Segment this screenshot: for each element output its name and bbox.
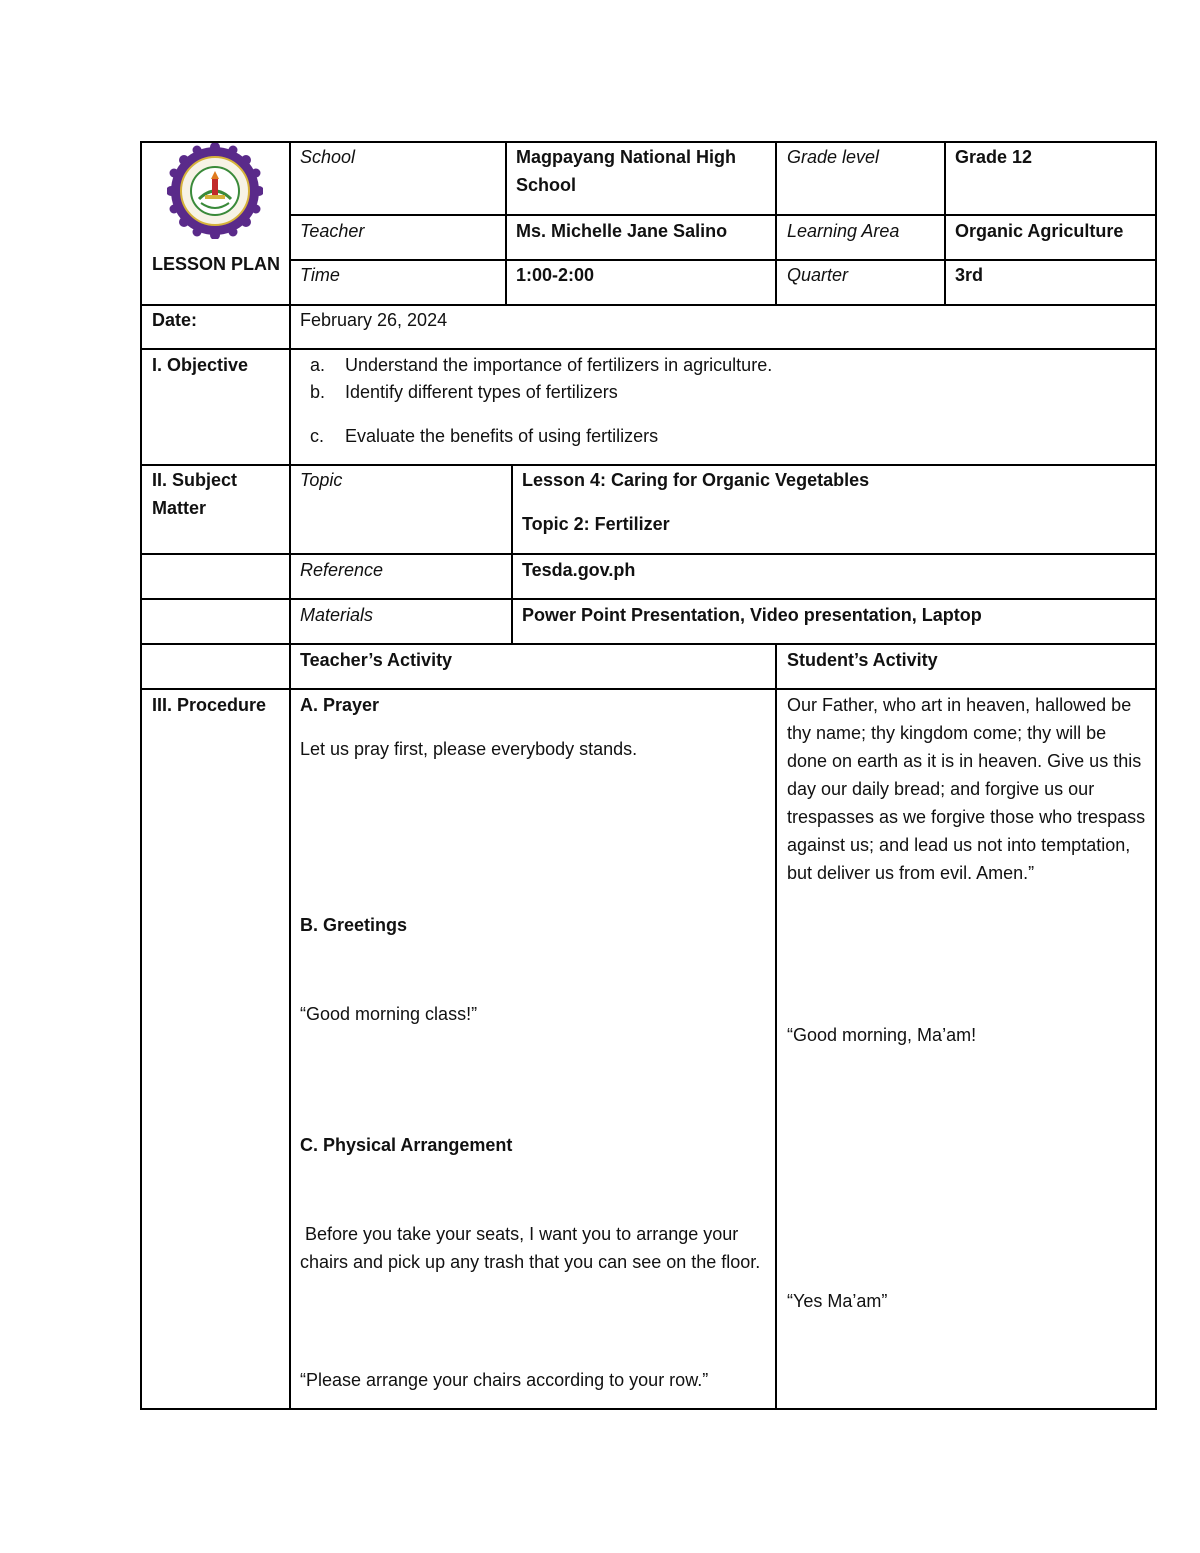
list-marker: b. (310, 382, 326, 402)
prayer-teacher-text: Let us pray first, please everybody stands. (300, 739, 638, 759)
objective-text: Identify different types of fertilizers (345, 382, 618, 402)
rule-row6 (140, 553, 1157, 555)
rule-col1 (289, 141, 291, 1410)
school-label: School (300, 147, 356, 167)
topic-value-topic: Topic 2: Fertilizer (522, 514, 670, 534)
objective-label: I. Objective (152, 355, 249, 375)
objective-item (300, 378, 618, 406)
rule-row7 (140, 598, 1157, 600)
rule-row3 (140, 304, 1157, 306)
quarter-label: Quarter (787, 265, 849, 285)
teacher-label: Teacher (300, 221, 365, 241)
rule-col4 (944, 141, 946, 306)
school-value: Magpayang National High School (516, 147, 737, 195)
subject-matter-label-line2: Matter (152, 498, 207, 518)
reference-label: Reference (300, 560, 384, 580)
rule-row9 (140, 688, 1157, 690)
rule-col2b (511, 464, 513, 645)
objective-item (300, 422, 658, 450)
time-value: 1:00-2:00 (516, 265, 595, 285)
rule-row4 (140, 348, 1157, 350)
rule-left (140, 141, 142, 1410)
topic-value-lesson: Lesson 4: Caring for Organic Vegetables (522, 470, 870, 490)
arrangement-teacher-text-2: “Please arrange your chairs according to your row.” (300, 1370, 709, 1390)
rule-row2 (289, 259, 1157, 261)
arrangement-teacher-text: Before you take your seats, I want you to arrange your chairs and pick up any trash that you can see on the floor. (300, 1224, 761, 1272)
rule-right (1155, 141, 1157, 1410)
date-value: February 26, 2024 (300, 310, 448, 330)
school-seal-logo (167, 143, 263, 239)
time-label: Time (300, 265, 340, 285)
objective-item (300, 351, 772, 379)
arrangement-heading: C. Physical Arrangement (300, 1135, 513, 1155)
topic-label: Topic (300, 470, 343, 490)
grade-level-label: Grade level (787, 147, 880, 167)
teacher-activity-header: Teacher’s Activity (300, 650, 453, 670)
procedure-label: III. Procedure (152, 695, 267, 715)
quarter-value: 3rd (955, 265, 984, 285)
greetings-student-text: “Good morning, Ma’am! (787, 1025, 977, 1045)
materials-label: Materials (300, 605, 374, 625)
rule-row8 (140, 643, 1157, 645)
rule-col3a (775, 141, 777, 306)
rule-col3b (775, 643, 777, 1410)
learning-area-value: Organic Agriculture (955, 221, 1124, 241)
list-marker: a. (310, 355, 326, 375)
learning-area-label: Learning Area (787, 221, 900, 241)
arrangement-student-text: “Yes Ma’am” (787, 1291, 888, 1311)
date-label: Date: (152, 310, 198, 330)
prayer-heading: A. Prayer (300, 695, 380, 715)
grade-level-value: Grade 12 (955, 147, 1033, 167)
student-activity-header: Student’s Activity (787, 650, 938, 670)
objective-text: Evaluate the benefits of using fertilizers (345, 426, 659, 446)
rule-col2a (505, 141, 507, 306)
materials-value: Power Point Presentation, Video presentation, Laptop (522, 605, 982, 625)
reference-value: Tesda.gov.ph (522, 560, 636, 580)
greetings-heading: B. Greetings (300, 915, 408, 935)
subject-matter-label-line1: II. Subject (152, 470, 238, 490)
prayer-student-text: Our Father, who art in heaven, hallowed be thy name; thy kingdom come; thy will be done on earth as it is in heaven. Give us this day our daily bread; and forgive us our trespasses as we forgive those who trespass against us; and lead us not into temptation, but deliver us from evil. Amen.” (787, 695, 1146, 883)
rule-row1 (289, 214, 1157, 216)
list-marker: c. (310, 426, 325, 446)
teacher-value: Ms. Michelle Jane Salino (516, 221, 728, 241)
greetings-teacher-text: “Good morning class!” (300, 1004, 478, 1024)
lesson-plan-label: LESSON PLAN (152, 254, 281, 274)
objective-text: Understand the importance of fertilizers in agriculture. (345, 355, 773, 375)
rule-bottom (140, 1408, 1157, 1410)
